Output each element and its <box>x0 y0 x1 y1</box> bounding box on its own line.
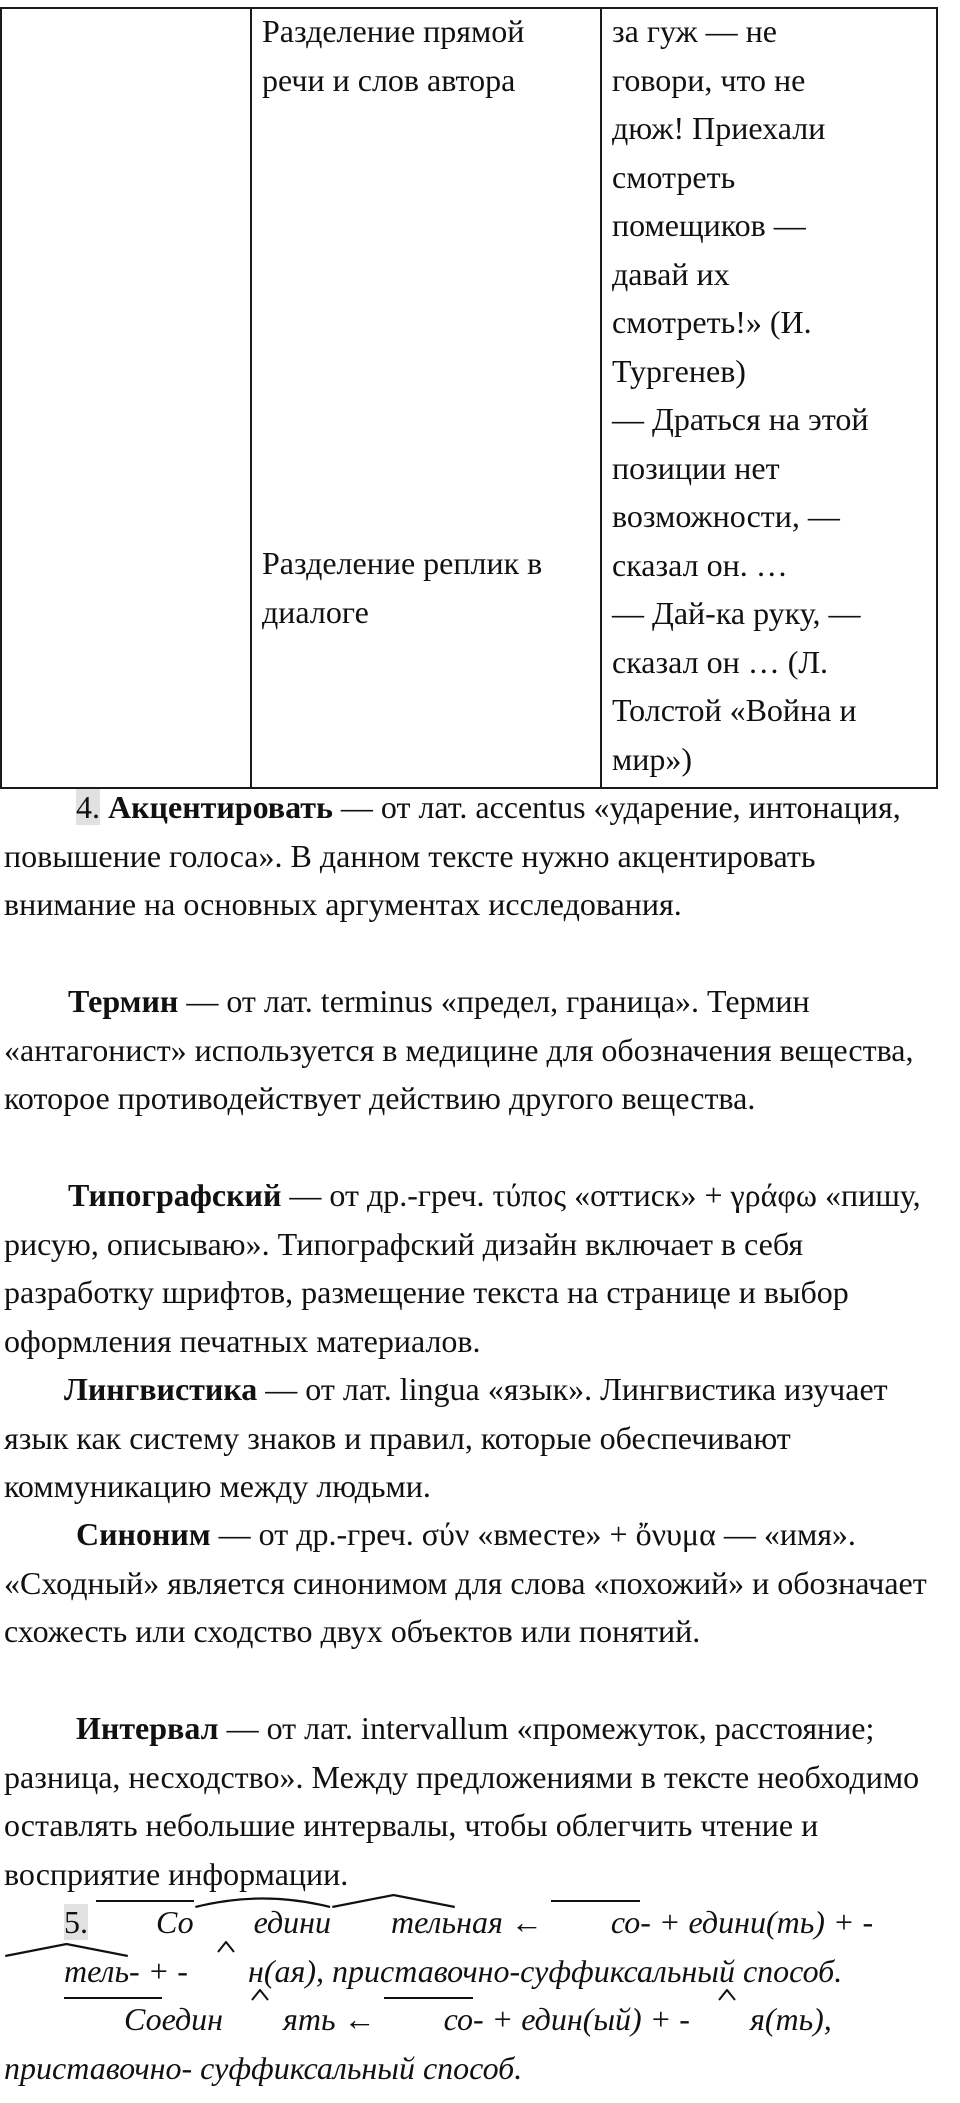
formula-part: - + един(ый) + - <box>472 2001 690 2037</box>
suffix-mark: н <box>188 1947 264 1996</box>
definition: — от др.-греч. τύπος «оттиск» + γράφω «пишу, рисую, описываю». Типографский дизайн включает в себя разработку шрифтов, размещение текста на странице и выбор оформления печатных материалов. <box>4 1177 921 1359</box>
word-formation-method: суффиксальный способ. <box>200 2049 523 2086</box>
term: Синоним <box>76 1516 211 1552</box>
entry-typographic <box>4 1171 954 1365</box>
table-border-left <box>0 7 2 789</box>
table-border-right <box>936 7 938 789</box>
arrow: ← <box>502 1904 551 1940</box>
term: Типографский <box>68 1177 282 1213</box>
table-cell-examples: за гуж — не говори, что не дюж! Приехали смотреть помещиков — давай их смотреть!» (И. Тургенев) — Драться на этой позиции нет возможности, — сказал он. … — Дай-ка руку, — сказал он … (Л. Толстой «Война и мир») <box>612 13 869 777</box>
formula-part: (ая), <box>263 1952 324 1989</box>
table-cell-direct-speech: Разделение прямой речи и слов автора <box>262 13 525 98</box>
formula-part: - + - <box>129 1952 188 1989</box>
word-rest: ть <box>297 2001 336 2037</box>
table-divider-1 <box>250 7 252 789</box>
term: Интервал <box>76 1710 219 1746</box>
entry-synonym <box>4 1510 954 1656</box>
suffix-mark: я <box>223 1995 298 2044</box>
word-part: един <box>161 2001 224 2037</box>
entry-term <box>4 977 954 1123</box>
item-number-5: 5. <box>64 1904 88 1940</box>
term: Лингвистика <box>64 1371 258 1407</box>
definition: — от др.-греч. σύν «вместе» + ὄνυμα — «имя». «Сходный» является синонимом для слова «похожий» и обозначает схожесть или сходство двух объектов или понятий. <box>4 1516 927 1649</box>
prefix-mark: со <box>551 1898 640 1947</box>
item-number-4: 4. <box>76 789 100 825</box>
table-fragment <box>0 7 938 789</box>
suffix-mark: тель <box>4 1947 129 1996</box>
entry-accentuate <box>4 783 954 929</box>
prefix-mark: Со <box>96 1898 194 1947</box>
prefix-mark: Со <box>64 1995 162 2044</box>
definition: — от лат. intervallum «промежуток, расстояние; разница, несходство». Между предложениями в тексте необходимо оставлять небольшие интервалы, чтобы облегчить чтение и восприятие информации. <box>4 1710 920 1892</box>
term: Термин <box>68 983 179 1019</box>
suffix-mark: я <box>690 1995 765 2044</box>
prefix-mark: со <box>384 1995 473 2044</box>
word-rest: ная <box>456 1904 503 1940</box>
definition: — от лат. accentus «ударение, интонация, повышение голоса». В данном тексте нужно акцентировать внимание на основных аргументах исследования. <box>4 789 901 922</box>
table-cell-dialogue: Разделение реплик в диалоге <box>262 545 543 630</box>
morpheme-analysis-2 <box>4 1995 954 2092</box>
word-formation-method: приставочно-суффиксальный способ. <box>332 1952 843 1989</box>
suffix-mark: тель <box>331 1898 456 1947</box>
entry-interval <box>4 1704 954 1898</box>
root-mark: едини <box>194 1898 331 1947</box>
formula-part: (ть), приставочно- <box>4 2001 832 2086</box>
entry-linguistics <box>4 1365 954 1511</box>
term: Акцентировать <box>108 789 333 825</box>
formula-part: - + едини(ть) + - <box>640 1904 874 1940</box>
definition: — от лат. terminus «предел, граница». Термин «антагонист» используется в медицине для обозначения вещества, которое противодействует действию другого вещества. <box>4 983 914 1116</box>
table-divider-2 <box>600 7 602 789</box>
morpheme-analysis-1 <box>4 1898 954 1995</box>
arrow: ← <box>335 2001 384 2037</box>
definition: — от лат. lingua «язык». Лингвистика изучает язык как систему знаков и правил, которые обеспечивают коммуникацию между людьми. <box>4 1371 888 1504</box>
